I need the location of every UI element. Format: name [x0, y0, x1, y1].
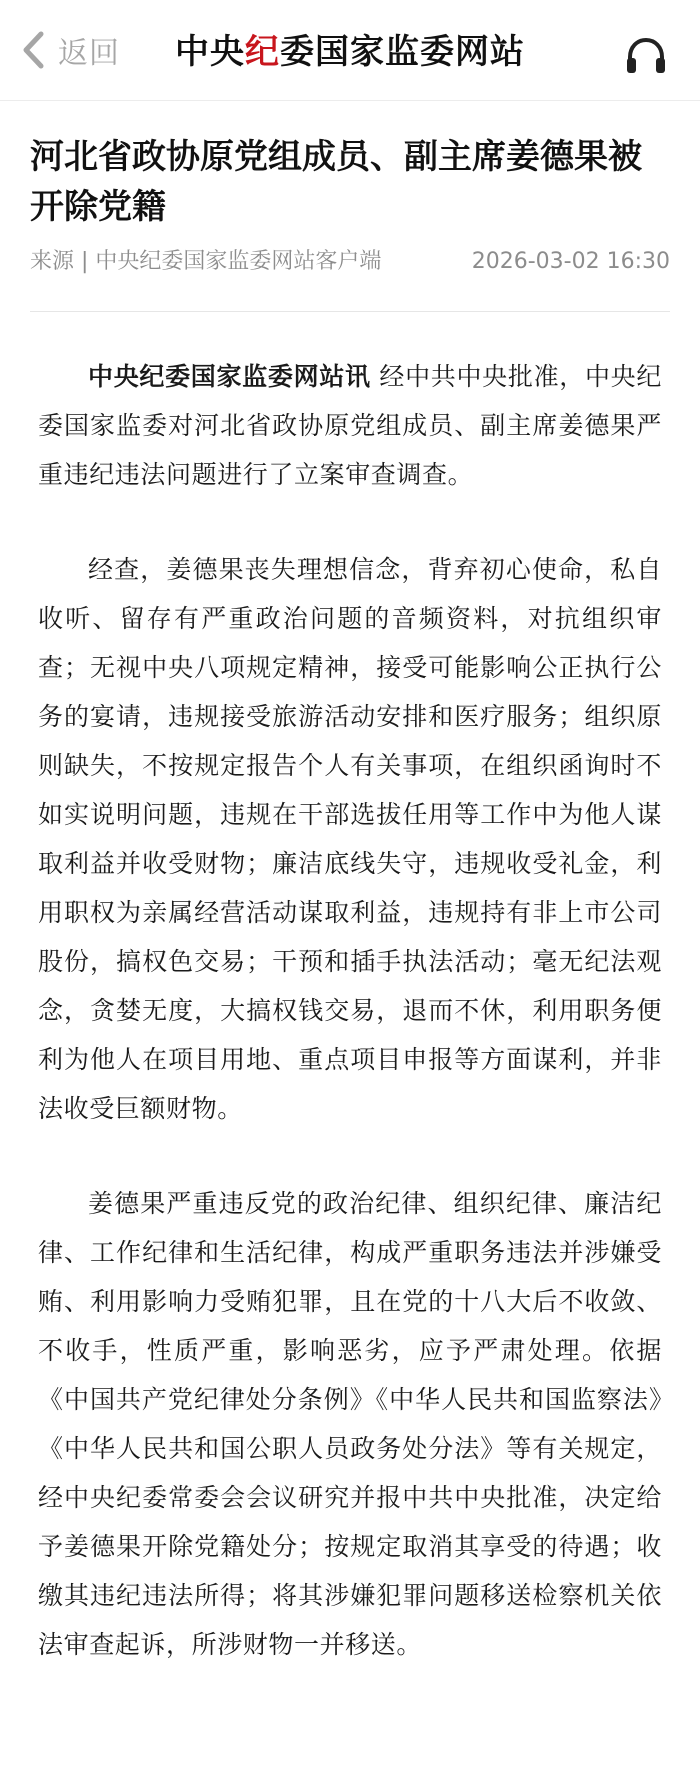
paragraph-text: 经中共中央批准，中央纪委国家监委对河北省政协原党组成员、副主席姜德果严重违纪违法问题进行了立案审查调查。	[38, 362, 662, 489]
article-source: 来源 | 中央纪委国家监委网站客户端	[30, 249, 382, 274]
site-title-accent: 纪	[245, 32, 280, 72]
headphones-icon	[625, 36, 667, 76]
article-paragraph	[38, 1179, 662, 1669]
site-title	[0, 30, 700, 74]
top-bar	[0, 0, 700, 101]
audio-button[interactable]	[625, 36, 667, 76]
site-title-part2: 委国家监委网站	[280, 32, 525, 72]
article-title: 河北省政协原党组成员、副主席姜德果被开除党籍	[30, 137, 642, 227]
paragraph-lead: 中央纪委国家监委网站讯	[88, 362, 371, 391]
paragraph-text: 经查，姜德果丧失理想信念，背弃初心使命，私自收听、留存有严重政治问题的音频资料，对抗组织审查；无视中央八项规定精神，接受可能影响公正执行公务的宴请，违规接受旅游活动安排和医疗服务；组织原则缺失，不按规定报告个人有关事项，在组织函询时不如实说明问题，违规在干部选拔任用等工作中为他人谋取利益并收受财物；廉洁底线失守，违规收受礼金，利用职权为亲属经营活动谋取利益，违规持有非上市公司股份，搞权色交易；干预和插手执法活动；毫无纪法观念，贪婪无度，大搞权钱交易，退而不休，利用职务便利为他人在项目用地、重点项目申报等方面谋利，并非法收受巨额财物。	[38, 555, 662, 1123]
article-meta	[30, 244, 670, 280]
divider	[30, 311, 670, 312]
back-label: 返回	[58, 36, 120, 71]
paragraph-text: 姜德果严重违反党的政治纪律、组织纪律、廉洁纪律、工作纪律和生活纪律，构成严重职务违法并涉嫌受贿、利用影响力受贿犯罪，且在党的十八大后不收敛、不收手，性质严重，影响恶劣，应予严肃处理。依据《中国共产党纪律处分条例》《中华人民共和国监察法》《中华人民共和国公职人员政务处分法》等有关规定，经中央纪委常委会会议研究并报中共中央批准，决定给予姜德果开除党籍处分；按规定取消其享受的待遇；收缴其违纪违法所得；将其涉嫌犯罪问题移送检察机关依法审查起诉，所涉财物一并移送。	[38, 1189, 662, 1659]
article-paragraph	[38, 352, 662, 499]
site-title-part1: 中央	[175, 32, 245, 72]
article-body	[38, 352, 662, 1715]
article-paragraph	[38, 545, 662, 1133]
article-datetime: 2026-03-02 16:30	[471, 249, 670, 274]
